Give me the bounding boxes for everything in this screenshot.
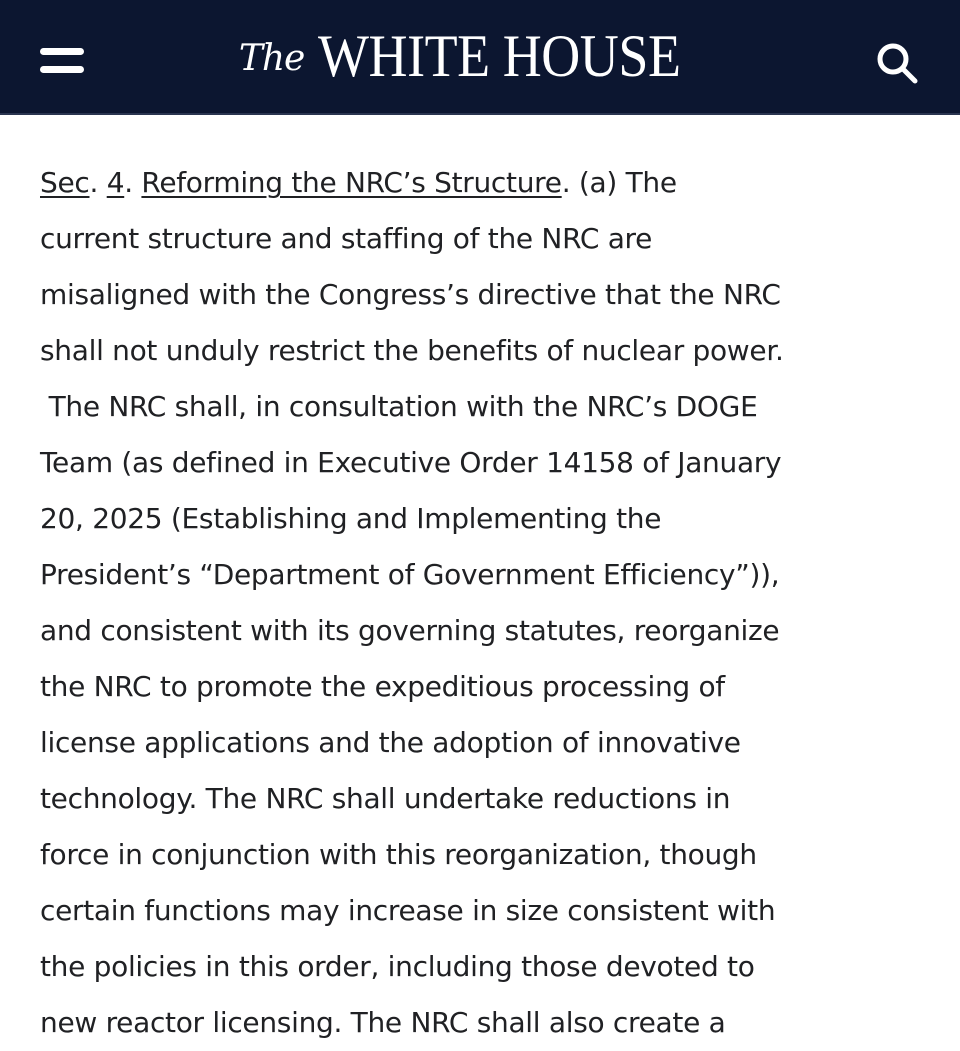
body-line: shall not unduly restrict the benefits of nuclear power. bbox=[40, 334, 784, 367]
section-heading-link[interactable]: Reforming the NRC’s Structure bbox=[141, 166, 562, 199]
body-line: license applications and the adoption of innovative bbox=[40, 726, 741, 759]
body-line: the NRC to promote the expeditious processing of bbox=[40, 670, 725, 703]
body-line: the policies in this order, including those devoted to bbox=[40, 950, 755, 983]
section-number-link[interactable]: 4 bbox=[106, 166, 125, 199]
body-line: current structure and staffing of the NRC are bbox=[40, 222, 653, 255]
body-line: Team (as defined in Executive Order 14158 of January bbox=[40, 446, 782, 479]
section-first-line: Sec. 4. Reforming the NRC’s Structure. (a) The bbox=[40, 166, 677, 199]
body-line: 20, 2025 (Establishing and Implementing the bbox=[40, 502, 662, 535]
body-line: President’s “Department of Government Efficiency”)), bbox=[40, 558, 780, 591]
article-body bbox=[40, 155, 925, 1051]
section-label-link[interactable]: Sec bbox=[40, 166, 90, 199]
body-line: new reactor licensing. The NRC shall also create a bbox=[40, 1006, 726, 1039]
section-intro-text: . (a) The bbox=[561, 166, 677, 199]
search-button[interactable] bbox=[874, 40, 920, 86]
body-line: certain functions may increase in size consistent with bbox=[40, 894, 776, 927]
body-line: and consistent with its governing statutes, reorganize bbox=[40, 614, 780, 647]
body-line: force in conjunction with this reorganization, though bbox=[40, 838, 757, 871]
body-line: misaligned with the Congress’s directive that the NRC bbox=[40, 278, 781, 311]
body-line: The NRC shall, in consultation with the NRC’s DOGE bbox=[40, 390, 758, 423]
logo-the: The bbox=[238, 38, 305, 79]
site-logo[interactable] bbox=[0, 22, 960, 91]
logo-main: WHITE HOUSE bbox=[318, 23, 681, 89]
site-header bbox=[0, 0, 960, 115]
search-icon bbox=[874, 40, 920, 86]
body-line: technology. The NRC shall undertake reductions in bbox=[40, 782, 731, 815]
